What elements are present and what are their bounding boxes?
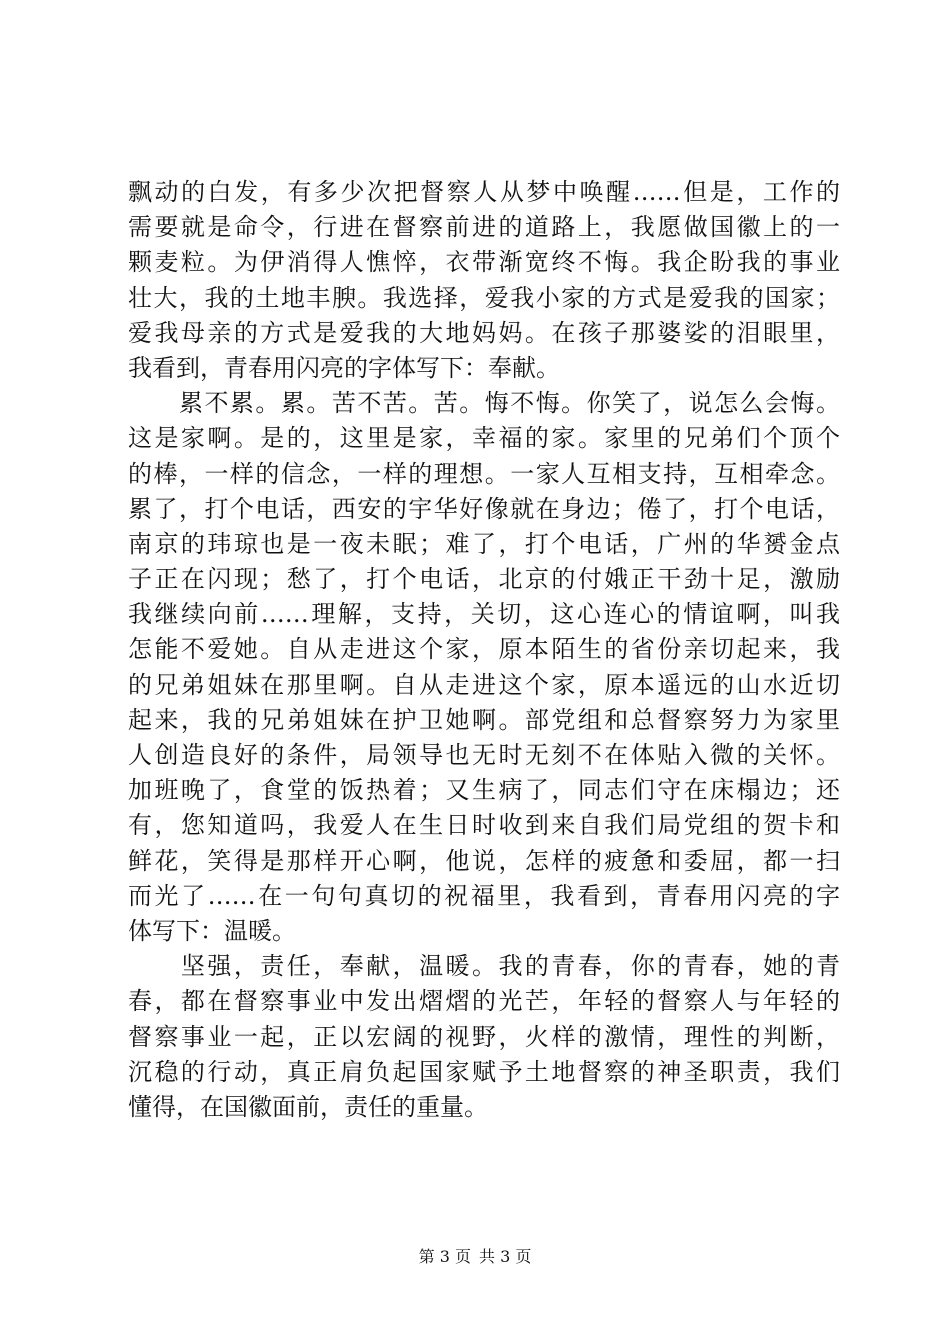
- text-line: 督察事业一起，正以宏阔的视野，火样的激情，理性的判断，: [128, 1022, 840, 1051]
- text-line: 需要就是命令，行进在督察前进的道路上，我愿做国徽上的一: [128, 213, 840, 242]
- text-line: 的棒，一样的信念，一样的理想。一家人互相支持，互相牵念。: [128, 459, 840, 488]
- text-line: 坚强，责任，奉献，温暖。我的青春，你的青春，她的青: [128, 952, 840, 981]
- text-line: 爱我母亲的方式是爱我的大地妈妈。在孩子那婆娑的泪眼里，: [128, 318, 840, 347]
- text-line: 鲜花，笑得是那样开心啊，他说，怎样的疲惫和委屈，都一扫: [128, 846, 840, 875]
- text-line: 我看到，青春用闪亮的字体写下：奉献。: [128, 353, 560, 382]
- text-line: 的兄弟姐妹在那里啊。自从走进这个家，原本遥远的山水近切: [128, 670, 840, 699]
- page-number: 第 3 页: [418, 1247, 471, 1266]
- text-line: 人创造良好的条件，局领导也无时无刻不在体贴入微的关怀。: [128, 741, 840, 769]
- text-line: 有，您知道吗，我爱人在生日时收到来自我们局党组的贺卡和: [128, 811, 840, 840]
- text-line: 沉稳的行动，真正肩负起国家赋予土地督察的神圣职责，我们: [128, 1057, 840, 1086]
- body-text: [128, 175, 840, 1125]
- text-line: 体写下：温暖。: [128, 916, 296, 945]
- page-footer: [0, 1247, 950, 1267]
- text-line: 起来，我的兄弟姐妹在护卫她啊。部党组和总督察努力为家里: [128, 705, 840, 734]
- text-line: 壮大，我的土地丰腴。我选择，爱我小家的方式是爱我的国家；: [128, 283, 840, 312]
- text-line: 颗麦粒。为伊消得人憔悴，衣带渐宽终不悔。我企盼我的事业: [128, 248, 840, 277]
- text-line: 累不累。累。苦不苦。苦。悔不悔。你笑了，说怎么会悔。: [128, 389, 840, 418]
- text-line: 加班晚了，食堂的饭热着；又生病了，同志们守在床榻边；还: [128, 776, 840, 805]
- text-line: 我继续向前……理解，支持，关切，这心连心的情谊啊，叫我: [128, 600, 840, 629]
- text-line: 累了，打个电话，西安的宇华好像就在身边；倦了，打个电话，: [128, 494, 840, 523]
- text-line: 飘动的白发，有多少次把督察人从梦中唤醒……但是，工作的: [128, 178, 840, 206]
- text-line: 而光了……在一句句真切的祝福里，我看到，青春用闪亮的字: [128, 881, 840, 910]
- text-line: 春，都在督察事业中发出熠熠的光芒，年轻的督察人与年轻的: [128, 987, 840, 1016]
- text-line: 这是家啊。是的，这里是家，幸福的家。家里的兄弟们个顶个: [128, 424, 840, 453]
- text-line: 南京的玮琼也是一夜未眠；难了，打个电话，广州的华赟金点: [128, 529, 840, 558]
- text-line: 怎能不爱她。自从走进这个家，原本陌生的省份亲切起来，我: [128, 635, 840, 664]
- page-total: 共 3 页: [479, 1247, 532, 1266]
- text-line: 懂得，在国徽面前，责任的重量。: [128, 1092, 488, 1121]
- text-line: 子正在闪现；愁了，打个电话，北京的付娥正干劲十足，激励: [128, 565, 840, 594]
